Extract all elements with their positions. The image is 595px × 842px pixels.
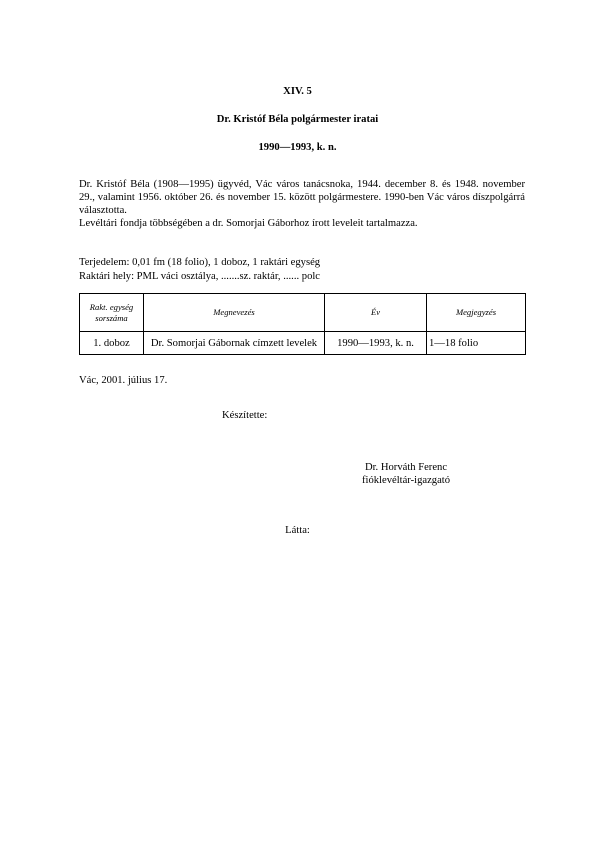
storage-location-line: Raktári hely: PML váci osztálya, .......sz. raktár, ...... polc <box>79 271 321 282</box>
name-header: Megnevezés <box>144 294 325 332</box>
prepared-by-label: Készítette: <box>222 410 268 421</box>
signer-role: fióklevéltár-igazgató <box>361 475 451 486</box>
fond-title: Dr. Kristóf Béla polgármester iratai <box>216 114 379 125</box>
content-summary-paragraph: Levéltári fondja többségében a dr. Somorjai Gáborhoz írott leveleit tartalmazza. <box>79 218 418 229</box>
year-header: Év <box>325 294 427 332</box>
place-and-date: Vác, 2001. július 17. <box>79 375 168 386</box>
table-row <box>80 332 526 355</box>
table-header-row <box>80 294 526 332</box>
biography-paragraph: Dr. Kristóf Béla (1908—1995) ügyvéd, Vác város tanácsnoka, 1944. december 8. és 1948. november 29., valamint 1956. október 26. és november 15. között polgármestere. 1990-ben Vác város díszpolgárrá választotta. <box>79 179 525 216</box>
signature-block <box>338 461 474 487</box>
note-header: Megjegyzés <box>427 294 526 332</box>
signer-name: Dr. Horváth Ferenc <box>364 462 448 473</box>
unit-number-cell: 1. doboz <box>80 332 144 355</box>
inventory-table <box>79 293 526 355</box>
unit-number-header <box>80 294 144 332</box>
unit-number-header-line1: Rakt. egység <box>89 301 134 312</box>
year-cell: 1990—1993, k. n. <box>325 332 427 355</box>
extent-line: Terjedelem: 0,01 fm (18 folio), 1 doboz, 1 raktári egység <box>79 257 321 268</box>
name-cell: Dr. Somorjai Gábornak címzett levelek <box>144 332 325 355</box>
seen-label: Látta: <box>285 525 310 536</box>
fond-code: XIV. 5 <box>283 86 312 97</box>
biography-section <box>79 178 525 230</box>
fond-dates: 1990—1993, k. n. <box>258 142 337 153</box>
note-cell: 1—18 folio <box>427 332 526 355</box>
unit-number-header-line2: sorszáma <box>95 312 128 323</box>
